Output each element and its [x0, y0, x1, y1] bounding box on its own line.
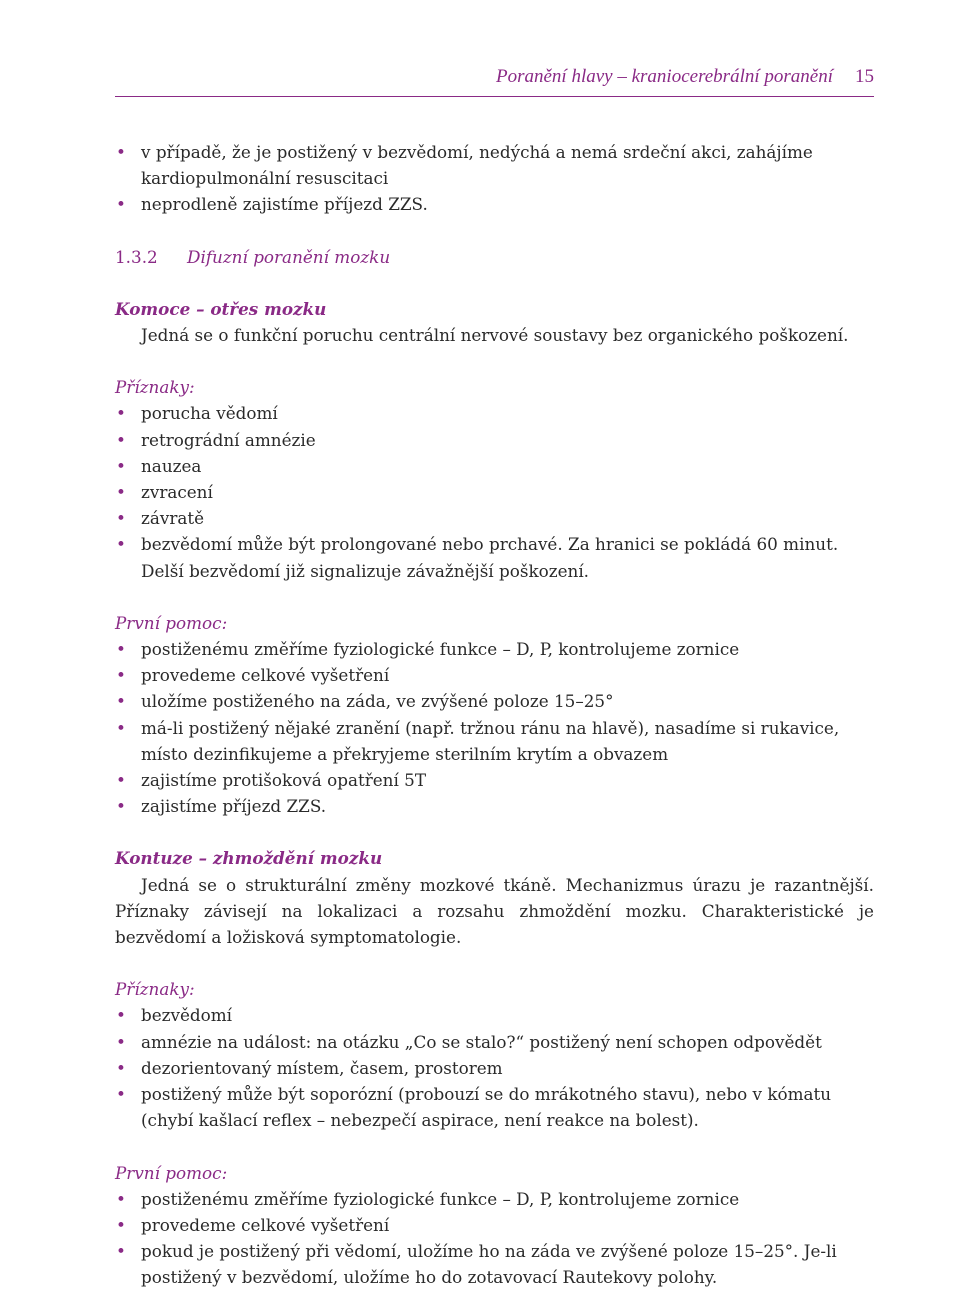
list-item: • závratě — [115, 505, 874, 531]
list-item: • zajistíme protišoková opatření 5T — [115, 767, 874, 793]
komoce-heading: Komoce – otřes mozku — [115, 298, 327, 319]
list-item: • bezvědomí může být prolongované nebo prchavé. Za hranici se pokládá 60 minut. Delší bezvědomí již signalizuje závažnější poškození. — [115, 531, 874, 583]
kontuze-heading: Kontuze – zhmoždění mozku — [115, 848, 383, 869]
komoce-first-aid-list — [115, 636, 874, 819]
page-content — [115, 139, 874, 1291]
komoce-paragraph: Jedná se o funkční poruchu centrální nervové soustavy bez organického poškození. — [141, 325, 849, 346]
komoce-first-aid-label: První pomoc: — [115, 612, 228, 633]
list-item: • má-li postižený nějaké zranění (např. tržnou ránu na hlavě), nasadíme si rukavice, místo dezinfikujeme a překryjeme sterilním krytím a obvazem — [115, 715, 874, 767]
list-item: • zajistíme příjezd ZZS. — [115, 793, 874, 819]
list-item: • postižený může být soporózní (probouzí se do mrákotného stavu), nebo v kómatu (chybí kašlací reflex – nebezpečí aspirace, není reakce na bolest). — [115, 1081, 874, 1133]
list-item: • provedeme celkové vyšetření — [115, 1212, 874, 1238]
chapter-title: Poranění hlavy – kraniocerebrální poranění — [495, 66, 833, 87]
list-item: • nauzea — [115, 453, 874, 479]
list-item: • pokud je postižený při vědomí, uložíme ho na záda ve zvýšené poloze 15–25°. Je-li postižený v bezvědomí, uložíme ho do zotavovací Rautekovy polohy. — [115, 1238, 874, 1290]
section-number: 1.3.2 — [115, 246, 158, 267]
list-item: • uložíme postiženého na záda, ve zvýšené poloze 15–25° — [115, 688, 874, 714]
list-item: • porucha vědomí — [115, 400, 874, 426]
section-heading — [115, 244, 874, 270]
list-item: • zvracení — [115, 479, 874, 505]
running-header — [115, 66, 874, 88]
kontuze-paragraph: Jedná se o strukturální změny mozkové tkáně. Mechanizmus úrazu je razantnější. Příznaky závisejí na lokalizaci a rozsahu zhmoždění mozku. Charakteristické je bezvědomí a ložisková symptomatologie. — [115, 874, 874, 948]
kontuze-symptoms-label: Příznaky: — [115, 979, 195, 1000]
header-rule — [115, 96, 874, 97]
list-item: • retrográdní amnézie — [115, 427, 874, 453]
list-item: • bezvědomí — [115, 1002, 874, 1028]
kontuze-first-aid-list — [115, 1186, 874, 1291]
page-number: 15 — [855, 66, 874, 87]
list-item: • postiženému změříme fyziologické funkce – D, P, kontrolujeme zornice — [115, 1186, 874, 1212]
list-item: • postiženému změříme fyziologické funkce – D, P, kontrolujeme zornice — [115, 636, 874, 662]
intro-bullet-list — [115, 139, 874, 218]
komoce-symptoms-list — [115, 400, 874, 583]
kontuze-first-aid-label: První pomoc: — [115, 1162, 228, 1183]
list-item: • amnézie na událost: na otázku „Co se stalo?“ postižený není schopen odpovědět — [115, 1029, 874, 1055]
komoce-symptoms-label: Příznaky: — [115, 377, 195, 398]
kontuze-symptoms-list — [115, 1002, 874, 1133]
list-item: • dezorientovaný místem, časem, prostorem — [115, 1055, 874, 1081]
list-item: • provedeme celkové vyšetření — [115, 662, 874, 688]
section-title: Difuzní poranění mozku — [187, 246, 391, 267]
list-item: • v případě, že je postižený v bezvědomí, nedýchá a nemá srdeční akci, zahájíme kardiopulmonální resuscitaci — [115, 139, 874, 191]
list-item: • neprodleně zajistíme příjezd ZZS. — [115, 191, 874, 217]
